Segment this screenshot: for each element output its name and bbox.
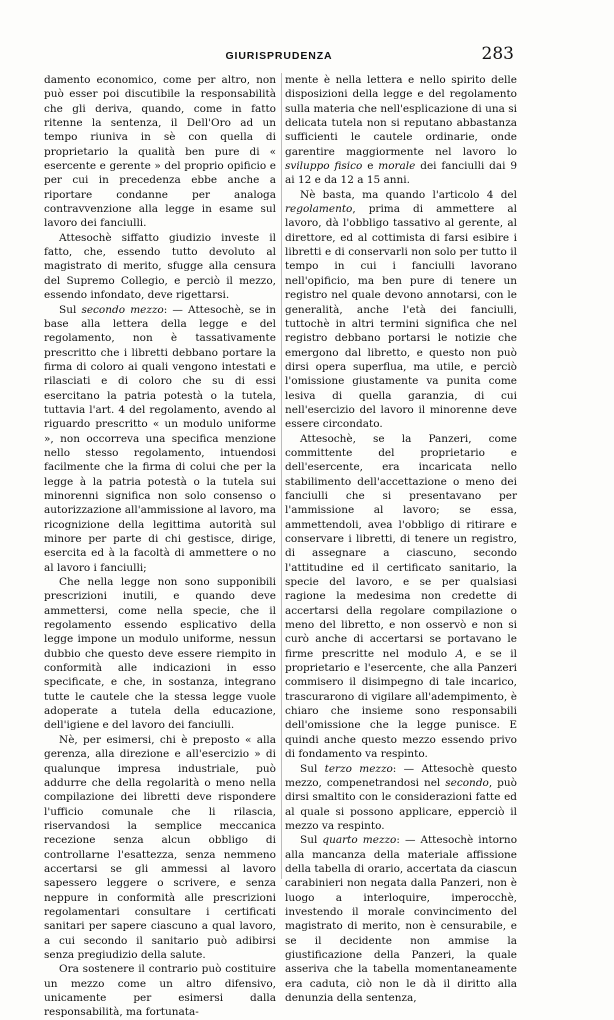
paragraph: Che nella legge non sono supponibili prescrizioni inutili, e quando deve ammettersi, come nella specie, che il regolamento essendo esplicativo della legge impone un modulo uniforme, nessun dubbio che questo deve essere riempito in conformità alle indicazioni in esso specificate, e che, in sostanza, integrano tutte le cautele che la stessa legge vuole adoperate a tutela della educazione, dell'igiene e del lavoro dei fanciulli. (44, 576, 276, 732)
paragraph: Nè, per esimersi, chi è preposto « alla gerenza, alla direzione e all'esercizio » di qualunque impresa industriale, può addurre che della regolarità o meno nella compilazione dei libretti deve rispondere l'ufficio comunale che li rilascia, riservandosi la semplice meccanica recezione senza alcun obbligo di controllarne l'esattezza, senza nemmeno accertarsi se gli ammessi al lavoro sapessero leggere o scrivere, e senza neppure in conformità alle prescrizioni regolamentari consultare i certificati sanitari per sapere ciascuno a qual lavoro, a cui secondo il sanitario può adibirsi senza pregiudizio della salute. (44, 733, 276, 961)
paragraph: Ora sostenere il contrario può costituire un mezzo come un altro difensivo, unicamente per esimersi dalla responsabilità, ma fortunata- (44, 963, 276, 1019)
left-column (44, 73, 276, 1020)
page-number: 283 (481, 44, 514, 64)
running-title: GIURISPRUDENZA (225, 50, 333, 62)
paragraph: Attesochè, se la Panzeri, come committente del proprietario e dell'esercente, era incaricata nello stabilimento dell'accettazione o meno dei fanciulli che si presentavano per l'ammissione al lavoro; se essa, ammettendoli, avea l'obbligo di ritirare e conservare i libretti, di tenere un registro, di assegnare a ciascuno, secondo l'attitudine ed il certificato sanitario, la specie del lavoro, e se per qualsiasi ragione la medesima non credette di accertarsi della regolare compilazione o meno del libretto, e non osservò e non si curò anche di accertarsi se portavano le firme prescritte nel modulo A, e se il proprietario e l'esercente, che alla Panzeri commisero il disimpegno di tale incarico, trascurarono di vigilare all'adempimento, è chiaro che insieme sono responsabili dell'omissione che la legge punisce. E quindi anche questo mezzo essendo privo di fondamento va respinto. (285, 432, 517, 761)
paragraph: Sul quarto mezzo: — Attesochè intorno alla mancanza della materiale affissione della tabella di orario, accertata da ciascun carabinieri non negata dalla Panzeri, non è luogo a interloquire, imperocchè, investendo il morale convincimento del magistrato di merito, non è censurabile, e se il decidente non ammise la giustificazione della Panzeri, la quale asseriva che la tabella momentaneamente era caduta, ciò non le dà il diritto alla denunzia della sentenza, (285, 834, 518, 1004)
running-header (44, 44, 514, 66)
column-divider (281, 73, 282, 879)
paragraph: damento economico, come per altro, non può esser poi discutibile la responsabilità che gli deriva, quando, come in fatto ritenne la sentenza, il Dell'Oro ad un tempo riuniva in sè con quella di proprietario la qualità ben pure di « esercente e gerente » del proprio opificio e per cui in precedenza ebbe anche a riportare condanne per analoga contravvenzione alla legge in esame sul lavoro dei fanciulli. (44, 74, 276, 230)
paragraph: Attesochè siffatto giudizio investe il fatto, che, essendo tutto devoluto al magistrato di merito, sfugge alla censura del Supremo Collegio, e perciò il mezzo, essendo infondato, deve rigettarsi. (44, 231, 276, 302)
paragraph: Sul secondo mezzo: — Attesochè, se in base alla lettera della legge e del regolamento, non è tassativamente prescritto che i libretti debbano portare la firma di coloro ai quali vengono intestati e rilasciati e di coloro che su di essi esercitano la patria potestà o la tutela, tuttavia l'art. 4 del regolamento, avendo al riguardo prescritto « un modulo uniforme », non occorreva una specifica menzione nello stesso regolamento, intuendosi facilmente che la firma di colui che per la legge à la patria potestà o la tutela sui minorenni significa non solo consenso o autorizzazione all'ammissione al lavoro, ma ricognizione della legittima autorità sul minore per parte di chi gestisce, dirige, esercita ed à la facoltà di ammettere o no al lavoro i fanciulli; (44, 303, 277, 574)
paragraph: Nè basta, ma quando l'articolo 4 del regolamento, prima di ammettere al lavoro, dà l'obbligo tassativo al gerente, al direttore, ed al cottimista di farsi esibire i libretti e di conservarli non solo per tutto il tempo in cui i fanciulli lavorano nell'opificio, ma ben pure di tenere un registro nel quale devono annotarsi, con le generalità, anche l'età dei fanciulli, tuttochè in altri termini significa che nel registro debbano portarsi le notizie che emergono dal libretto, e questo non può dirsi opera superflua, ma utile, e perciò l'omissione giustamente va punita come lesiva di quella garanzia, di cui nell'esercizio del lavoro il minorenne deve essere circondato. (285, 188, 517, 431)
paragraph: mente è nella lettera e nello spirito delle disposizioni della legge e del regolamento sulla materia che nell'esplicazione di una si delicata tutela non si reputano abbastanza sufficienti le cautele ordinarie, onde garentire maggiormente nel lavoro lo sviluppo fisico e morale dei fanciulli dai 9 ai 12 e da 12 a 15 anni. (285, 74, 518, 187)
right-column (285, 73, 517, 1005)
paragraph: Sul terzo mezzo: — Attesochè questo mezzo, compenetrandosi nel secondo, può dirsi smaltito con le considerazioni fatte ed al quale si possono applicare, epperciò il mezzo va respinto. (285, 762, 517, 832)
